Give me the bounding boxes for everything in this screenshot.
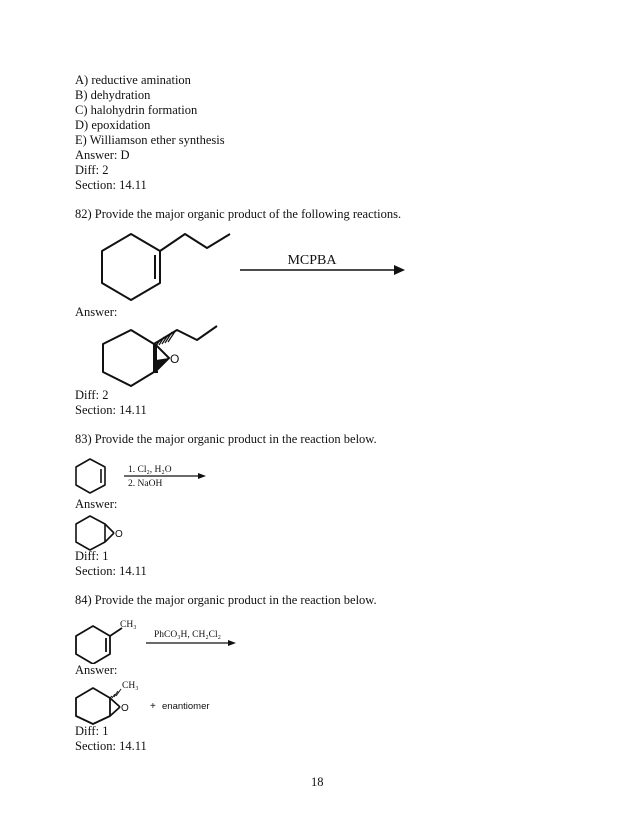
q81-diff: Diff: 2 [75,163,109,177]
q83-epoxide-oxygen: O [115,529,123,540]
option-e: E) Williamson ether synthesis [75,133,225,147]
q84-reaction-scheme [72,616,247,664]
q84-product-scheme [72,676,242,726]
q81-section: Section: 14.11 [75,178,147,192]
q84-section: Section: 14.11 [75,739,147,753]
q82-epoxide-oxygen: O [170,352,180,366]
q83-question: 83) Provide the major organic product in the reaction below. [75,432,377,446]
q83-cyclohexene [76,459,105,493]
q82-arrow-head [394,265,405,275]
q84-diff: Diff: 1 [75,724,109,738]
q83-answer-label: Answer: [75,497,118,511]
q84-reagent: PhCO₃H, CH₂Cl₂ [154,630,221,640]
q82-answer-label: Answer: [75,305,118,319]
q83-section: Section: 14.11 [75,564,147,578]
q82-reagent: MCPBA [287,253,337,268]
q83-reagent-2: 2. NaOH [128,479,163,489]
q83-arrow-head [198,473,206,479]
q83-reagent-1: 1. Cl₂, H₂O [128,465,172,475]
q84-arrow-head [228,640,236,646]
q81-answer: Answer: D [75,148,130,162]
q84-product-epoxide [76,688,120,724]
q82-section: Section: 14.11 [75,403,147,417]
q83-reaction-scheme [72,455,217,497]
option-a: A) reductive amination [75,73,191,87]
q82-product-molecule [72,312,242,394]
option-c: C) halohydrin formation [75,103,198,117]
q82-question: 82) Provide the major organic product of the following reactions. [75,207,402,221]
q84-question: 84) Provide the major organic product in the reaction below. [75,593,377,607]
q83-product-epoxide [72,513,142,553]
q84-methylcyclohexene [76,626,122,664]
option-b: B) dehydration [75,88,151,102]
q84-hashed-methyl [110,689,121,698]
q84-plus-sign: + [150,701,156,712]
q84-epoxide-oxygen: O [121,703,129,714]
page-number: 18 [311,775,324,789]
q82-diff: Diff: 2 [75,388,109,402]
q82-reaction-scheme [72,228,412,306]
q84-enantiomer-label: enantiomer [162,701,210,712]
q83-diff: Diff: 1 [75,549,109,563]
q82-reactant-molecule [102,234,230,300]
q84-methyl-label: CH₃ [120,620,137,630]
q84-product-methyl: CH₃ [122,681,139,691]
q84-answer-label: Answer: [75,663,118,677]
option-d: D) epoxidation [75,118,151,132]
